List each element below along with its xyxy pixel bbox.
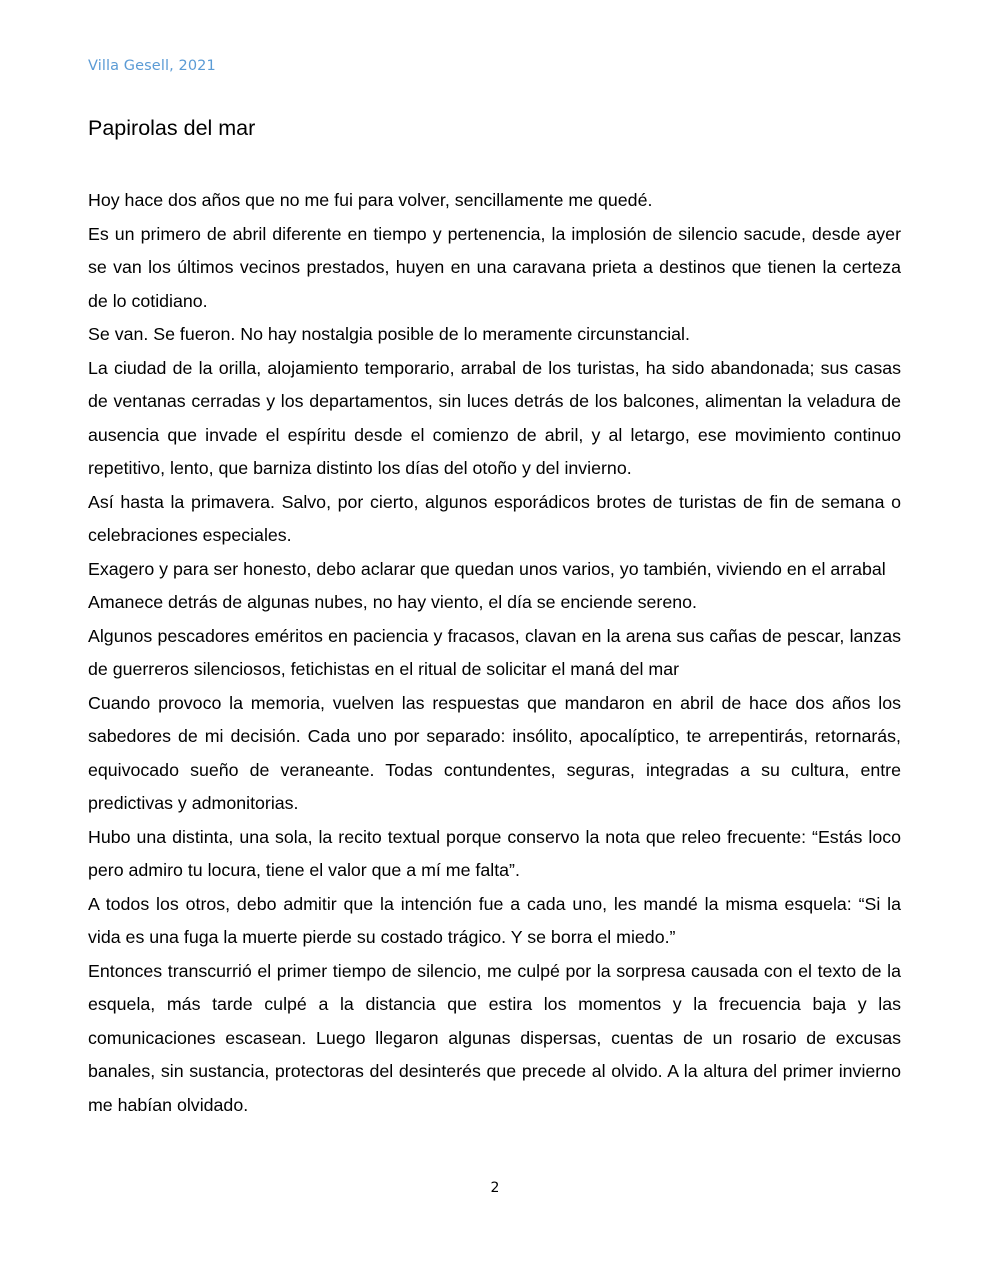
paragraph: Entonces transcurrió el primer tiempo de silencio, me culpé por la sorpresa causada con el texto de la esquela, más tarde culpé a la distancia que estira los momentos y la frecuencia baja y las comunicaciones escasean. Luego llegaron algunas dispersas, cuentas de un rosario de excusas banales, sin sustancia, protectoras del desinterés que precede al olvido. A la altura del primer invierno me habían olvidado. — [88, 960, 901, 1115]
paragraph: La ciudad de la orilla, alojamiento temporario, arrabal de los turistas, ha sido abandonada; sus casas de ventanas cerradas y los departamentos, sin luces detrás de los balcones, alimentan la veladura de ausencia que invade el espíritu desde el comienzo de abril, y al letargo, ese movimiento continuo repetitivo, lento, que barniza distinto los días del otoño y del invierno. — [88, 357, 901, 478]
paragraph: A todos los otros, debo admitir que la intención fue a cada uno, les mandé la misma esquela: “Si la vida es una fuga la muerte pierde su costado trágico. Y se borra el miedo.” — [88, 893, 901, 947]
paragraph: Se van. Se fueron. No hay nostalgia posible de lo meramente circunstancial. — [88, 324, 690, 344]
page-number: 2 — [490, 1180, 500, 1196]
document-body — [88, 184, 901, 1122]
paragraph: Amanece detrás de algunas nubes, no hay viento, el día se enciende sereno. — [88, 592, 697, 612]
paragraph: Así hasta la primavera. Salvo, por cierto, algunos esporádicos brotes de turistas de fin de semana o celebraciones especiales. — [88, 491, 901, 545]
paragraph: Hubo una distinta, una sola, la recito textual porque conservo la nota que releo frecuente: “Estás loco pero admiro tu locura, tiene el valor que a mí me falta”. — [88, 826, 901, 880]
running-header: Villa Gesell, 2021 — [88, 58, 216, 74]
paragraph: Algunos pescadores eméritos en paciencia y fracasos, clavan en la arena sus cañas de pescar, lanzas de guerreros silenciosos, fetichistas en el ritual de solicitar el maná del mar — [88, 625, 901, 679]
paragraph: Hoy hace dos años que no me fui para volver, sencillamente me quedé. — [88, 190, 653, 210]
document-title: Papirolas del mar — [88, 116, 256, 140]
paragraph: Exagero y para ser honesto, debo aclarar que quedan unos varios, yo también, viviendo en el arrabal — [88, 558, 886, 579]
paragraph: Cuando provoco la memoria, vuelven las respuestas que mandaron en abril de hace dos años los sabedores de mi decisión. Cada uno por separado: insólito, apocalíptico, te arrepentirás, retornarás, equivocado sueño de veraneante. Todas contundentes, seguras, integradas a su cultura, entre predictivas y admonitorias. — [88, 692, 901, 813]
paragraph: Es un primero de abril diferente en tiempo y pertenencia, la implosión de silencio sacude, desde ayer se van los últimos vecinos prestados, huyen en una caravana prieta a destinos que tienen la certeza de lo cotidiano. — [88, 223, 901, 311]
